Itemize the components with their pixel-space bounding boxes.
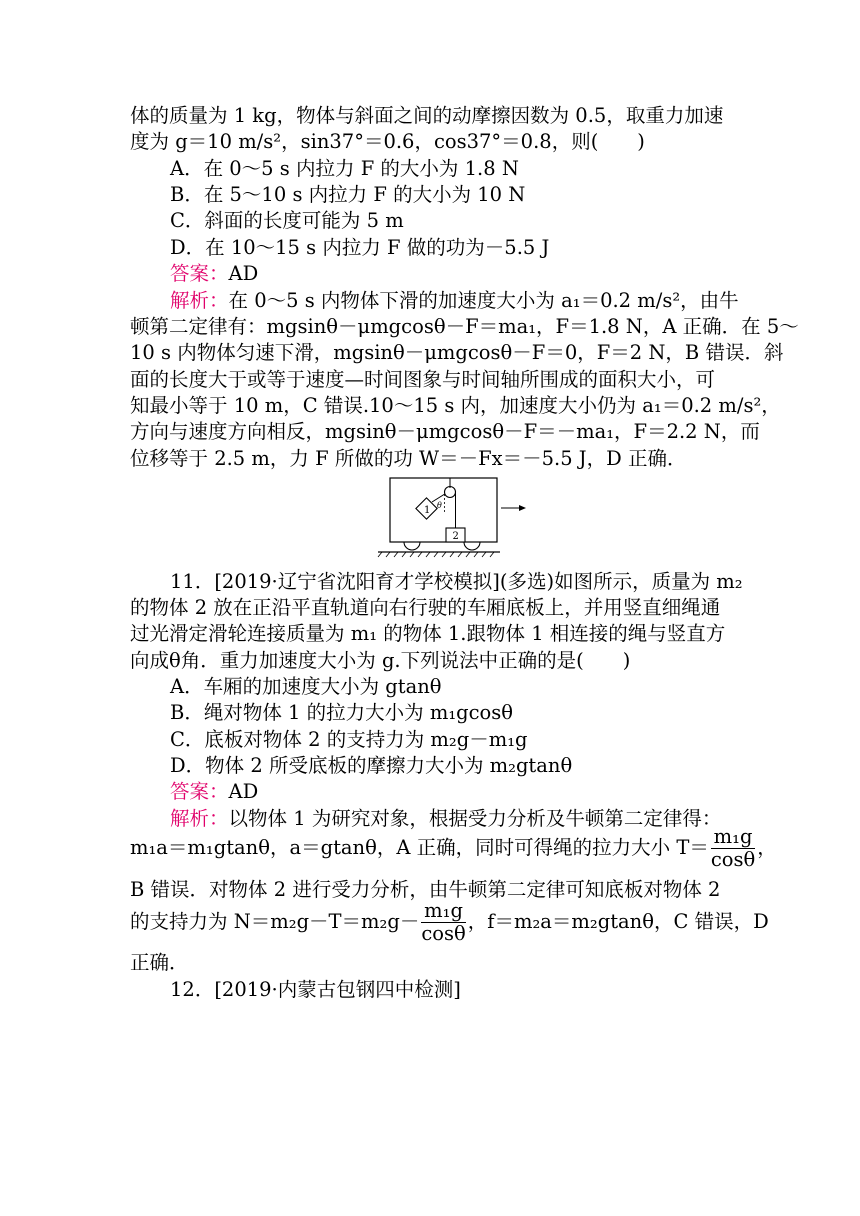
p11-analysis-line5: 正确． — [130, 951, 189, 974]
p11-option-b: B．绳对物体 1 的拉力大小为 m₁gcosθ — [170, 701, 514, 724]
analysis-text: ， — [757, 836, 777, 859]
p10-stem-line2: 度为 g＝10 m/s²，sin37°＝0.6，cos37°＝0.8，则( ) — [130, 130, 645, 153]
pulley — [445, 487, 456, 498]
left-wheel — [404, 542, 420, 550]
answer-value: AD — [228, 780, 259, 803]
p10-analysis-line6: 方向与速度方向相反，mgsinθ－μmgcosθ－F＝－ma₁，F＝2.2 N，而 — [130, 420, 760, 443]
p10-option-b: B．在 5～10 s 内拉力 F 的大小为 10 N — [170, 183, 526, 206]
p10-option-c: C．斜面的长度可能为 5 m — [170, 209, 404, 232]
p11-option-c: C．底板对物体 2 的支持力为 m₂g－m₁g — [170, 728, 528, 751]
p11-stem-line4: 向成θ角．重力加速度大小为 g.下列说法中正确的是( ) — [130, 649, 631, 672]
p10-stem-line1: 体的质量为 1 kg，物体与斜面之间的动摩擦因数为 0.5，取重力加速 — [130, 104, 724, 127]
fraction-normal-force — [421, 900, 465, 945]
theta-label: θ — [437, 501, 442, 510]
analysis-text: 在 0～5 s 内物体下滑的加速度大小为 a₁＝0.2 m/s²，由牛 — [228, 289, 739, 312]
p10-option-a: A．在 0～5 s 内拉力 F 的大小为 1.8 N — [170, 157, 519, 180]
analysis-text: 的支持力为 N＝m₂g－T＝m₂g－ — [130, 910, 420, 933]
p11-stem-line1: 11．[2019·辽宁省沈阳育才学校模拟](多选)如图所示，质量为 m₂ — [170, 570, 743, 593]
p11-analysis-line3: B 错误．对物体 2 进行受力分析，由牛顿第二定律可知底板对物体 2 — [130, 878, 721, 901]
carriage-figure — [374, 472, 534, 560]
carriage-body — [390, 478, 497, 542]
p10-analysis-line7: 位移等于 2.5 m，力 F 所做的功 W＝－Fx＝－5.5 J，D 正确． — [130, 447, 687, 470]
p10-answer — [170, 261, 770, 287]
p10-analysis-line1 — [170, 288, 770, 314]
p12-stem-line1: 12．[2019·内蒙古包钢四中检测] — [170, 978, 461, 1001]
answer-label: 答案： — [170, 780, 229, 803]
p11-option-a: A．车厢的加速度大小为 gtanθ — [170, 675, 442, 698]
block-1-label: 1 — [424, 505, 431, 516]
p10-analysis-line4: 面的长度大于或等于速度—时间图象与时间轴所围成的面积大小，可 — [130, 368, 716, 391]
p11-answer — [170, 779, 770, 805]
block-2-label: 2 — [452, 531, 459, 542]
p10-option-d: D．在 10～15 s 内拉力 F 做的功为－5.5 J — [170, 236, 550, 259]
p11-stem-line3: 过光滑定滑轮连接质量为 m₁ 的物体 1.跟物体 1 相连接的绳与竖直方 — [130, 622, 726, 645]
fraction-tension — [711, 826, 755, 871]
fraction-denominator: cosθ — [710, 848, 756, 871]
p11-analysis-line4 — [130, 899, 769, 945]
p10-analysis-line3: 10 s 内物体匀速下滑，mgsinθ－μmgcosθ－F＝0，F＝2 N，B 错误．斜 — [130, 341, 784, 364]
analysis-label: 解析： — [170, 807, 229, 830]
p11-stem-line2: 的物体 2 放在正沿平直轨道向右行驶的车厢底板上，并用竖直细绳通 — [130, 596, 721, 619]
fraction-numerator: m₁g — [711, 826, 755, 849]
fraction-numerator: m₁g — [421, 900, 465, 923]
answer-value: AD — [228, 262, 259, 285]
analysis-label: 解析： — [170, 289, 229, 312]
fraction-denominator: cosθ — [421, 922, 466, 945]
right-wheel — [464, 542, 480, 550]
analysis-text: ，f＝m₂a＝m₂gtanθ，C 错误，D — [467, 910, 769, 933]
arrow-head — [519, 505, 526, 511]
analysis-text: 以物体 1 为研究对象，根据受力分析及牛顿第二定律得： — [228, 807, 722, 830]
p10-analysis-line5: 知最小等于 10 m，C 错误.10～15 s 内，加速度大小仍为 a₁＝0.2 m/s²， — [130, 394, 781, 417]
rail-hatch — [378, 552, 494, 557]
analysis-text: m₁a＝m₁gtanθ，a＝gtanθ，A 正确，同时可得绳的拉力大小 T＝ — [130, 836, 709, 859]
answer-label: 答案： — [170, 262, 229, 285]
p10-analysis-line2: 顿第二定律有：mgsinθ－μmgcosθ－F＝ma₁，F＝1.8 N，A 正确．在 5～ — [130, 315, 799, 338]
p11-option-d: D．物体 2 所受底板的摩擦力大小为 m₂gtanθ — [170, 754, 573, 777]
